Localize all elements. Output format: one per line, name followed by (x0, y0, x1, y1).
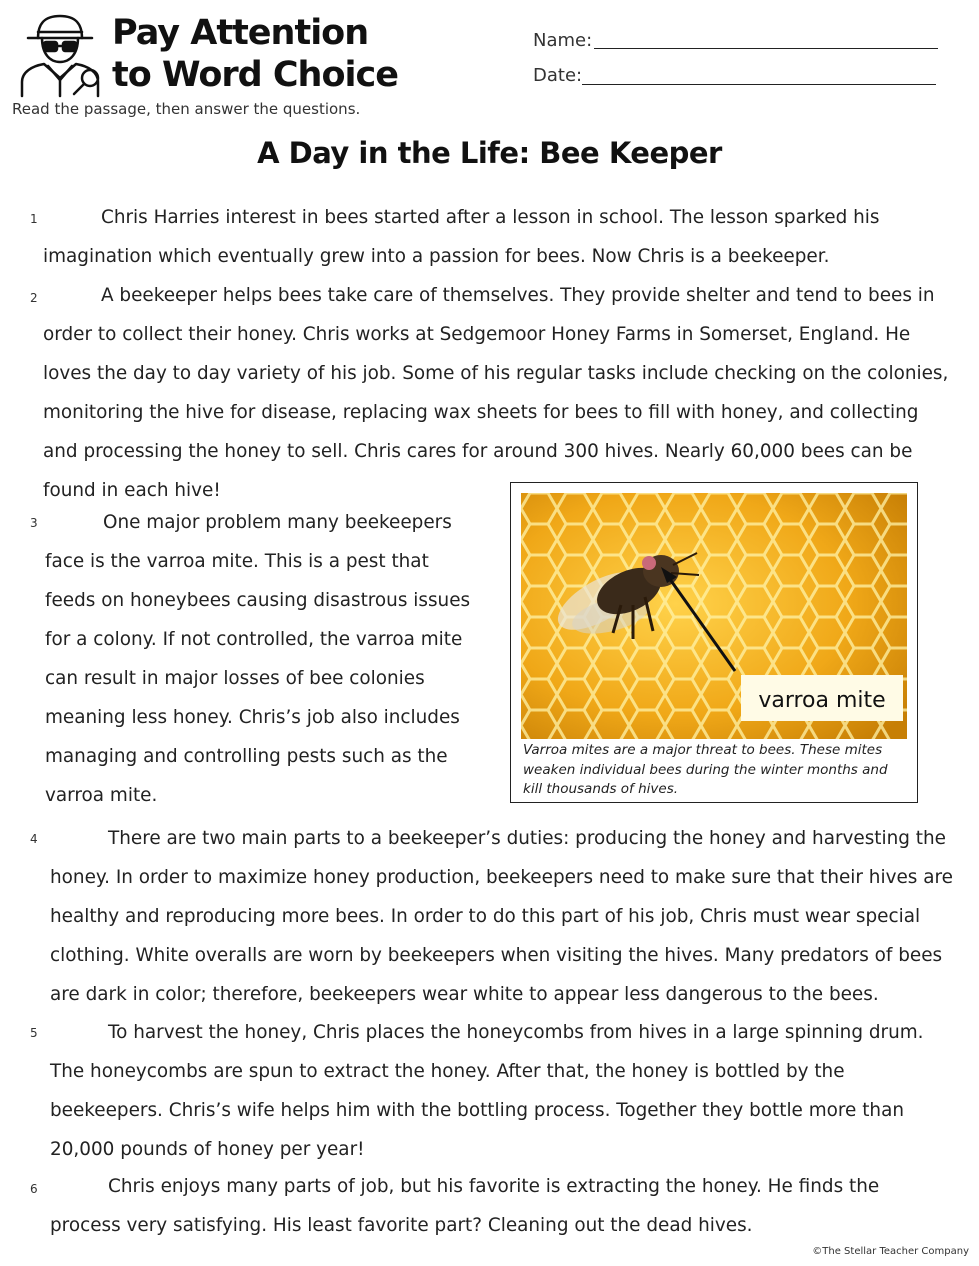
figure-caption: Varroa mites are a major threat to bees. These mites weaken individual bees during the winter months and kill thousands of hives. (523, 742, 888, 797)
paragraph-6 (50, 1167, 955, 1245)
date-field[interactable] (582, 84, 936, 85)
paragraph-number: 1 (30, 212, 38, 226)
name-field[interactable] (594, 48, 938, 49)
worksheet-title-line1: Pay Attention (112, 13, 369, 53)
date-label: Date: (533, 65, 583, 86)
copyright-footer: ©The Stellar Teacher Company (812, 1246, 969, 1257)
paragraph-3 (45, 503, 477, 815)
paragraph-2 (43, 276, 953, 510)
paragraph-number: 6 (30, 1182, 38, 1196)
paragraph-1 (43, 198, 953, 276)
mite-label: varroa mite (758, 688, 886, 713)
paragraph-text: To harvest the honey, Chris places the honeycombs from hives in a large spinning drum. The honeycombs are spun to extract the honey. After that, the honey is bottled by the beekeepers. Chris’s wife helps him with the bottling process. Together they bottle more than 20,000 pounds of honey per year! (50, 1022, 924, 1160)
name-label: Name: (533, 30, 593, 51)
paragraph-text: A beekeeper helps bees take care of themselves. They provide shelter and tend to bees in order to collect their honey. Chris works at Sedgemoor Honey Farms in Somerset, England. He loves the day to day variety of his job. Some of his regular tasks include checking on the colonies, monitoring the hive for disease, replacing wax sheets for bees to fill with honey, and collecting and processing the honey to sell. Chris cares for around 300 hives. Nearly 60,000 bees can be found in each hive! (43, 285, 949, 501)
bee-figure (510, 482, 918, 803)
paragraph-number: 4 (30, 832, 38, 846)
paragraph-4 (50, 819, 955, 1014)
paragraph-text: Chris enjoys many parts of job, but his favorite is extracting the honey. He finds the process very satisfying. His least favorite part? Cleaning out the dead hives. (50, 1176, 880, 1236)
instructions: Read the passage, then answer the questions. (12, 100, 361, 118)
passage-title: A Day in the Life: Bee Keeper (257, 136, 722, 170)
paragraph-number: 3 (30, 516, 38, 530)
worksheet-title (112, 12, 398, 96)
paragraph-text: Chris Harries interest in bees started after a lesson in school. The lesson sparked his imagination which eventually grew into a passion for bees. Now Chris is a beekeeper. (43, 207, 880, 267)
bee-photo (521, 493, 907, 739)
detective-icon (14, 8, 106, 98)
paragraph-text: One major problem many beekeepers face is the varroa mite. This is a pest that feeds on honeybees causing disastrous issues for a colony. If not controlled, the varroa mite can result in major losses of bee colonies meaning less honey. Chris’s job also includes managing and controlling pests such as the varroa mite. (45, 512, 471, 806)
paragraph-number: 5 (30, 1026, 38, 1040)
paragraph-number: 2 (30, 291, 38, 305)
paragraph-5 (50, 1013, 955, 1169)
paragraph-text: There are two main parts to a beekeeper’s duties: producing the honey and harvesting the honey. In order to maximize honey production, beekeepers need to make sure that their hives are healthy and reproducing more bees. In order to do this part of his job, Chris must wear special clothing. White overalls are worn by beekeepers when visiting the hives. Many predators of bees are dark in color; therefore, beekeepers wear white to appear less dangerous to the bees. (50, 828, 953, 1005)
worksheet-title-line2: to Word Choice (112, 55, 398, 95)
